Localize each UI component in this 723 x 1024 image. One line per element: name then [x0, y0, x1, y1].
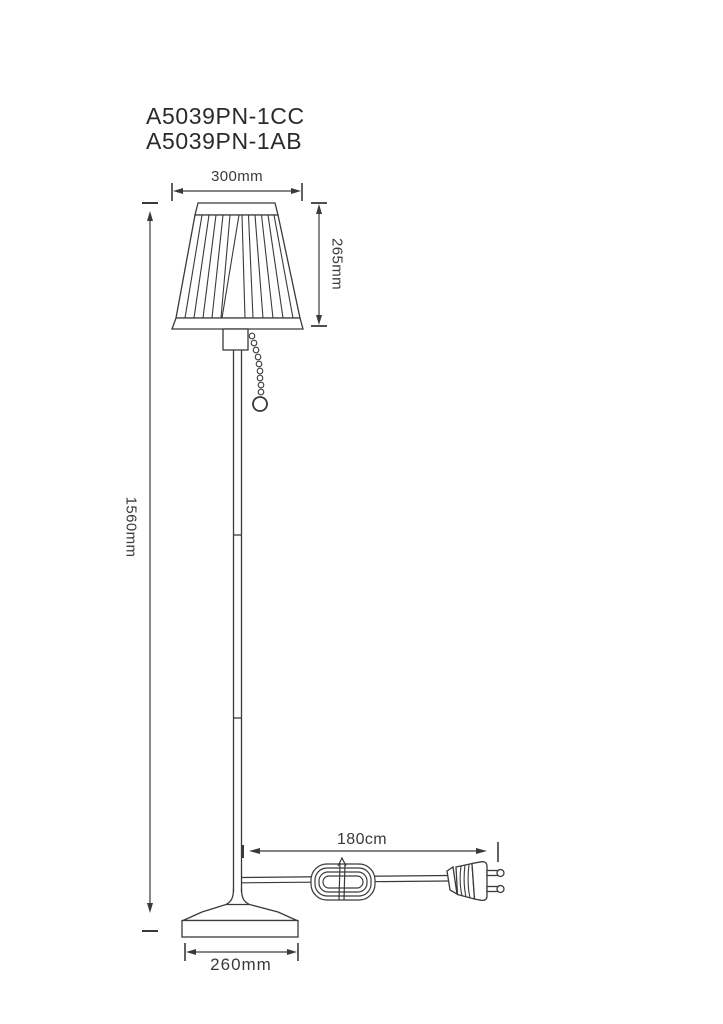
dim-shade-height — [311, 203, 327, 326]
dim-lamp-height — [142, 203, 158, 931]
socket-and-pull-chain — [223, 329, 267, 411]
base-dome — [183, 905, 297, 921]
dimension-label-shade-width: 300mm — [210, 168, 264, 185]
pole — [234, 350, 242, 892]
model-number-2: A5039PN-1AB — [146, 128, 303, 154]
arrow-right-icon — [476, 848, 487, 854]
arrow-up-icon — [147, 211, 153, 221]
model-number-1: A5039PN-1CC — [146, 103, 305, 129]
arrow-left-icon — [186, 949, 196, 955]
shade-body — [176, 215, 300, 318]
cord-coil — [311, 858, 375, 900]
dimension-label-shade-height: 265mm — [328, 237, 346, 291]
dim-base-width — [185, 943, 298, 961]
base — [182, 889, 298, 937]
arrow-right-icon — [291, 188, 301, 194]
lampshade — [172, 203, 303, 329]
plug-body — [472, 862, 487, 901]
arrow-left-icon — [249, 848, 260, 854]
arrow-right-icon — [287, 949, 297, 955]
arrow-left-icon — [173, 188, 183, 194]
pole-flare — [226, 889, 250, 905]
plug-strain-relief — [447, 867, 457, 894]
pull-chain-ring — [253, 397, 267, 411]
dim-cord-length — [243, 842, 499, 862]
shade-bottom-rim — [172, 318, 303, 329]
pull-chain-beads — [249, 333, 264, 395]
arrow-up-icon — [316, 204, 322, 214]
arrow-down-icon — [147, 903, 153, 913]
socket-housing — [223, 329, 248, 350]
dimension-label-base-width: 260mm — [210, 955, 272, 974]
arrow-down-icon — [316, 315, 322, 325]
base-rim — [182, 921, 298, 938]
dim-shade-width — [172, 183, 302, 201]
dimension-label-cord-length: 180cm — [336, 831, 388, 848]
plug — [447, 862, 504, 901]
dimension-label-lamp-height: 1560mm — [122, 496, 140, 558]
plug-pins — [487, 870, 504, 893]
shade-top-rim — [195, 203, 278, 215]
